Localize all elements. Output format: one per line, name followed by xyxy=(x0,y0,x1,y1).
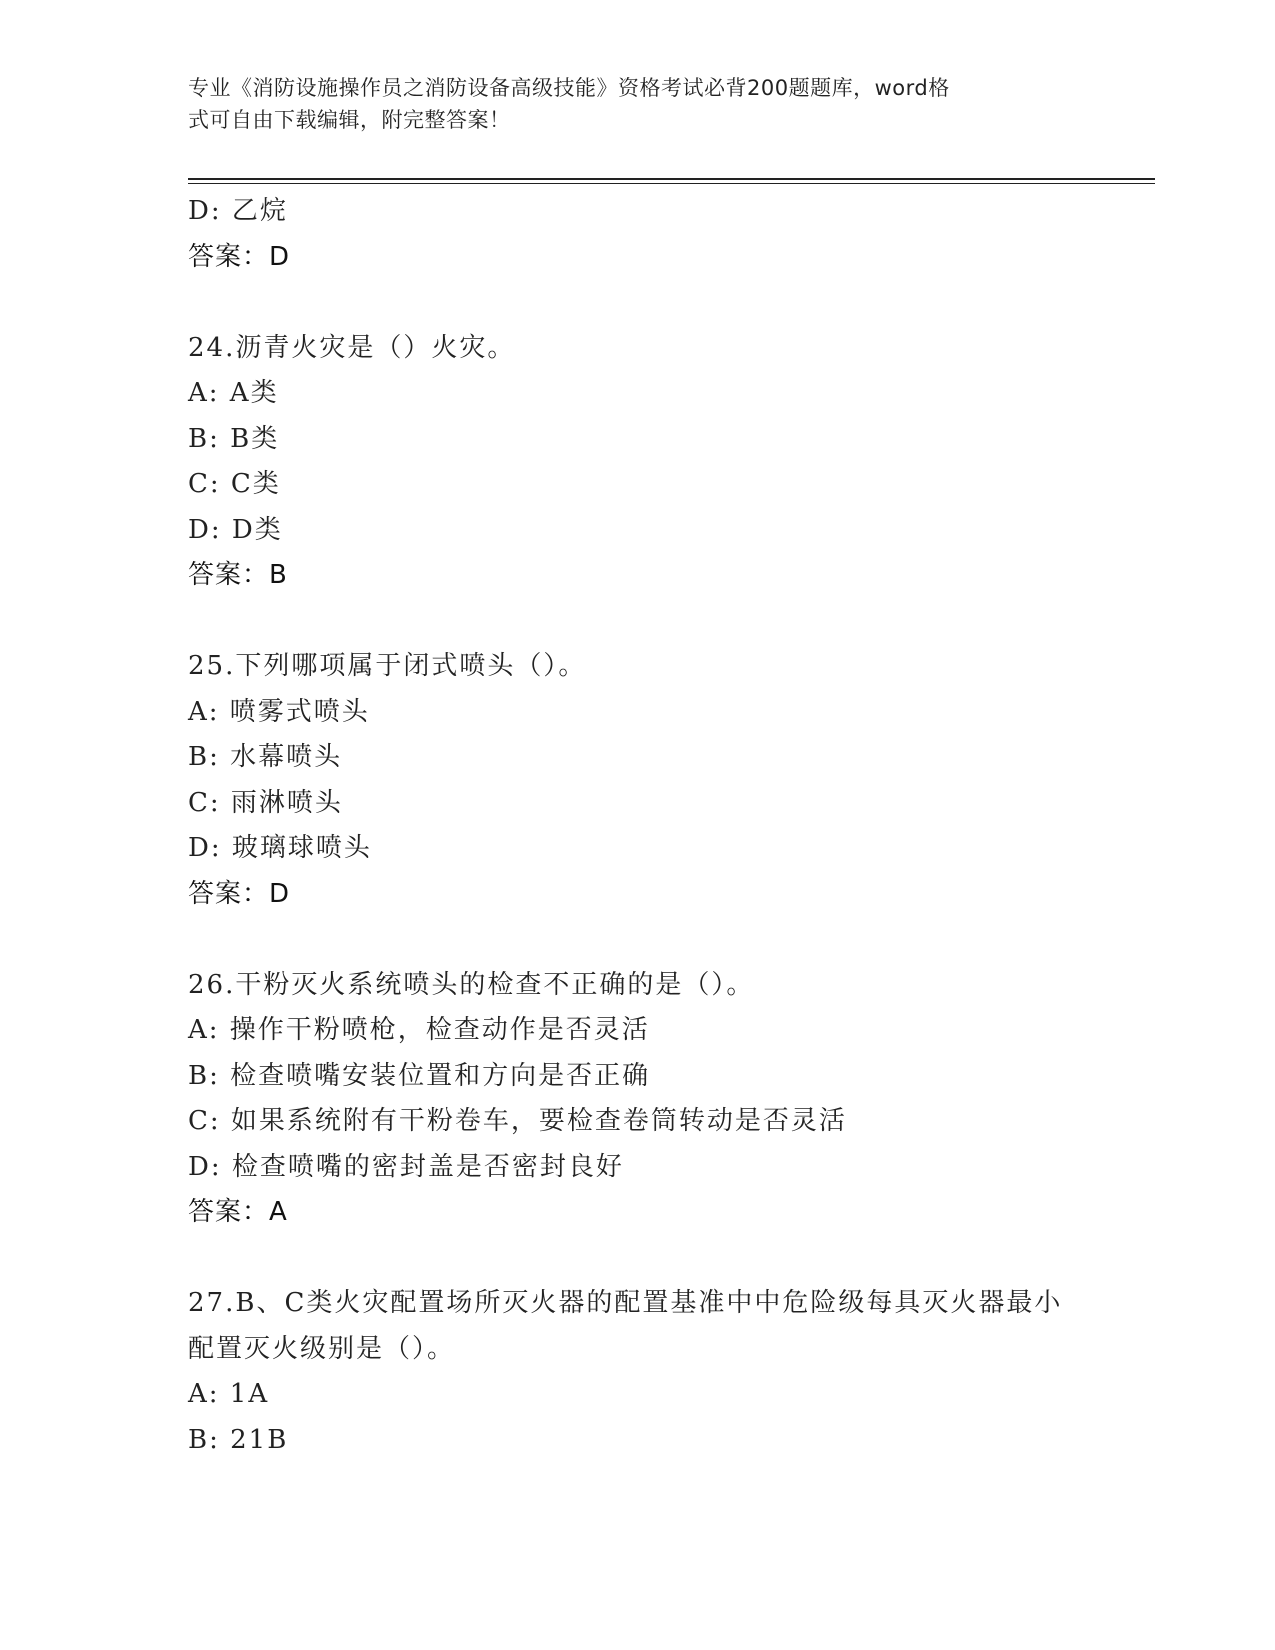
question-list xyxy=(188,189,1148,1463)
document-header xyxy=(188,72,1088,136)
header-line-1: 专业《消防设施操作员之消防设备高级技能》资格考试必背200题题库，word格 xyxy=(188,76,950,100)
question-25-option-b: B: 水幕喷头 xyxy=(188,742,343,772)
option-d: D: 乙烷 xyxy=(188,196,288,226)
question-24-text: 24.沥青火灾是（）火灾。 xyxy=(188,332,516,363)
header-divider-thin xyxy=(188,183,1155,184)
question-26-option-b: B: 检查喷嘴安装位置和方向是否正确 xyxy=(188,1060,651,1091)
header-divider-thick xyxy=(188,178,1155,180)
header-line-2: 式可自由下载编辑，附完整答案！ xyxy=(188,108,511,132)
question-24-option-a: A: A类 xyxy=(188,378,279,408)
spacer xyxy=(188,599,1148,645)
question-25-option-a: A: 喷雾式喷头 xyxy=(188,696,370,727)
question-25-option-d: D: 玻璃球喷头 xyxy=(188,833,372,863)
question-26-option-c: C: 如果系统附有干粉卷车，要检查卷筒转动是否灵活 xyxy=(188,1106,847,1136)
question-26-option-d: D: 检查喷嘴的密封盖是否密封良好 xyxy=(188,1151,624,1182)
question-24-answer: 答案：B xyxy=(188,560,288,590)
spacer xyxy=(188,1236,1148,1282)
question-27-text-line-2: 配置灭火级别是（）。 xyxy=(188,1333,456,1364)
question-25-option-c: C: 雨淋喷头 xyxy=(188,787,343,818)
question-27-option-b: B: 21B xyxy=(188,1424,289,1455)
spacer xyxy=(188,917,1148,963)
answer-line: 答案：D xyxy=(188,241,291,272)
question-26-option-a: A: 操作干粉喷枪，检查动作是否灵活 xyxy=(188,1015,650,1045)
question-26-text: 26.干粉灭火系统喷头的检查不正确的是（）。 xyxy=(188,969,755,1000)
question-24-option-b: B: B类 xyxy=(188,423,280,454)
question-27-text-line-1: 27.B、C类火灾配置场所灭火器的配置基准中中危险级每具灭火器最小 xyxy=(188,1288,1063,1318)
question-25-text: 25.下列哪项属于闭式喷头（）。 xyxy=(188,651,587,681)
question-24-option-c: C: C类 xyxy=(188,469,281,499)
question-25-answer: 答案：D xyxy=(188,878,291,909)
spacer xyxy=(188,280,1148,326)
question-27-option-a: A: 1A xyxy=(188,1379,270,1409)
question-26-answer: 答案：A xyxy=(188,1197,288,1227)
question-24-option-d: D: D类 xyxy=(188,514,283,545)
